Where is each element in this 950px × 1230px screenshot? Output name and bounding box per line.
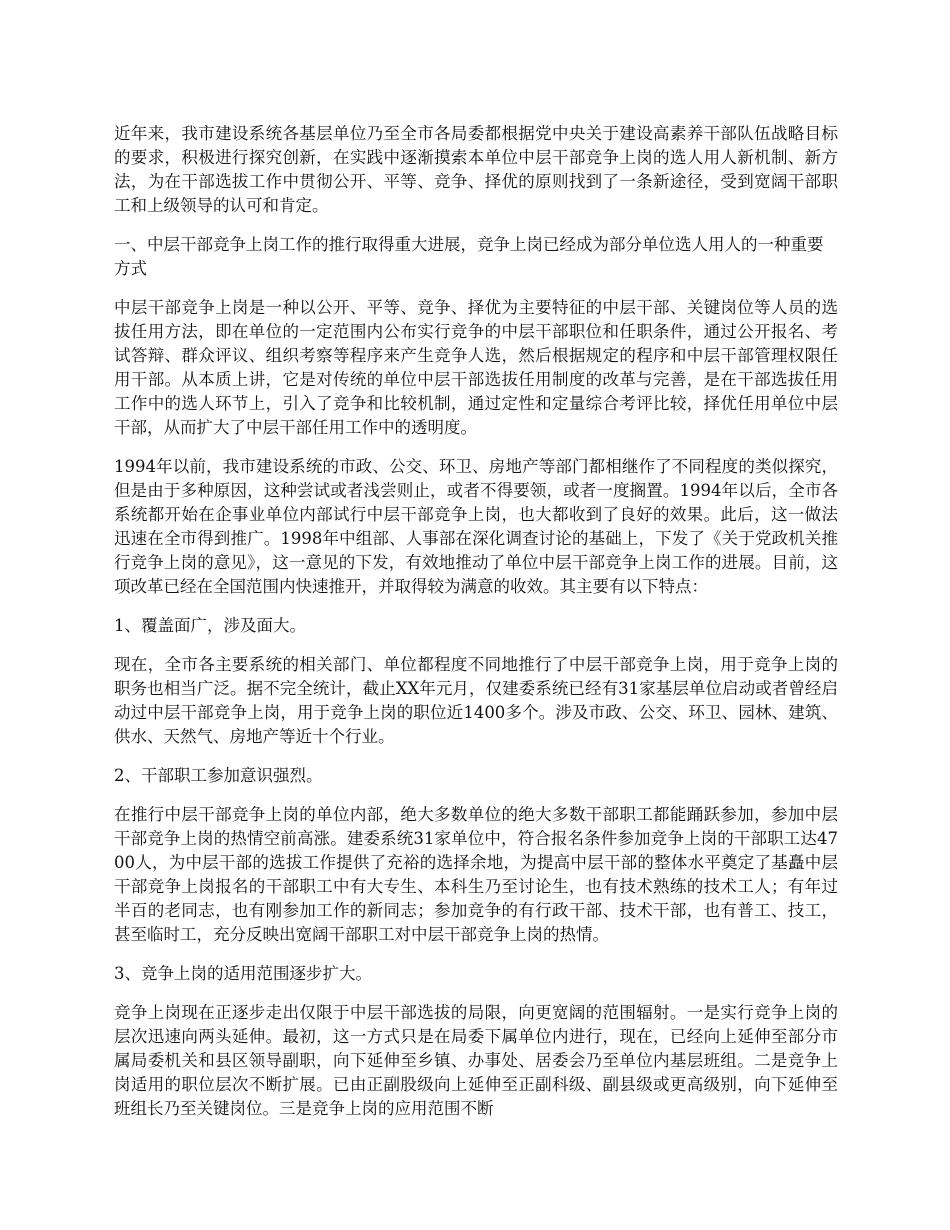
feature-heading-3: 3、竞争上岗的适用范围逐步扩大。: [114, 964, 372, 983]
feature-heading-2: 2、干部职工参加意识强烈。: [114, 766, 323, 785]
feature-heading-1: 1、覆盖面广，涉及面大。: [114, 616, 306, 635]
document-body: [114, 122, 838, 1136]
definition-paragraph: 中层干部竞争上岗是一种以公开、平等、竞争、择优为主要特征的中层干部、关键岗位等人员的选拔任用方法，即在单位的一定范围内公布实行竞争的中层干部职位和任职条件，通过公开报名、考试答辩、群众评议、组织考察等程序来产生竞争人选，然后根据规定的程序和中层干部管理权限任用干部。从本质上讲，它是对传统的单位中层干部选拔任用制度的改革与完善，是在干部选拔任用工作中的选人环节上，引入了竞争和比较机制，通过定性和定量综合考评比较，择优任用单位中层干部，从而扩大了中层干部任用工作中的透明度。: [114, 298, 838, 437]
history-paragraph: 1994年以前，我市建设系统的市政、公交、环卫、房地产等部门都相继作了不同程度的类似探究，但是由于多种原因，这种尝试或者浅尝则止，或者不得要领，或者一度搁置。1994年以后，全市各系统都开始在企事业单位内部试行中层干部竞争上岗，也大都收到了良好的效果。此后，这一做法迅速在全市得到推广。1998年中组部、人事部在深化调查讨论的基础上，下发了《关于党政机关推行竞争上岗的意见》，这一意见的下发，有效地推动了单位中层干部竞争上岗工作的进展。目前，这项改革已经在全国范围内快速推开，并取得较为满意的收效。其主要有以下特点：: [114, 457, 838, 596]
feature-paragraph-2: 在推行中层干部竞争上岗的单位内部，绝大多数单位的绝大多数干部职工都能踊跃参加，参加中层干部竞争上岗的热情空前高涨。建委系统31家单位中，符合报名条件参加竞争上岗的干部职工达4700人，为中层干部的选拔工作提供了充裕的选择余地，为提高中层干部的整体水平奠定了基矗中层干部竞争上岗报名的干部职工中有大专生、本科生乃至讨论生，也有技术熟练的技术工人；有年过半百的老同志，也有刚参加工作的新同志；参加竞争的有行政干部、技术干部，也有普工、技工，甚至临时工，充分反映出宽阔干部职工对中层干部竞争上岗的热情。: [114, 805, 838, 944]
intro-paragraph: 近年来，我市建设系统各基层单位乃至全市各局委都根据党中央关于建设高素养干部队伍战略目标的要求，积极进行探究创新，在实践中逐渐摸索本单位中层干部竞争上岗的选人用人新机制、新方法，为在干部选拔工作中贯彻公开、平等、竞争、择优的原则找到了一条新途径，受到宽阔干部职工和上级领导的认可和肯定。: [114, 124, 838, 215]
section-heading-1: 一、中层干部竞争上岗工作的推行取得重大进展，竞争上岗已经成为部分单位选人用人的一种重要方式: [114, 235, 824, 278]
feature-paragraph-3: 竞争上岗现在正逐步走出仅限于中层干部选拔的局限，向更宽阔的范围辐射。一是实行竞争上岗的层次迅速向两头延伸。最初，这一方式只是在局委下属单位内进行，现在，已经向上延伸至部分市属局委机关和县区领导副职，向下延伸至乡镇、办事处、居委会乃至单位内基层班组。二是竞争上岗适用的职位层次不断扩展。已由正副股级向上延伸至正副科级、副县级或更高级别，向下延伸至班组长乃至关键岗位。三是竞争上岗的应用范围不断: [114, 1003, 838, 1118]
feature-paragraph-1: 现在，全市各主要系统的相关部门、单位都程度不同地推行了中层干部竞争上岗，用于竞争上岗的职务也相当广泛。据不完全统计，截止XX年元月，仅建委系统已经有31家基层单位启动或者曾经启动过中层干部竞争上岗，用于竞争上岗的职位近1400多个。涉及市政、公交、环卫、园林、建筑、供水、天然气、房地产等近十个行业。: [114, 655, 838, 746]
